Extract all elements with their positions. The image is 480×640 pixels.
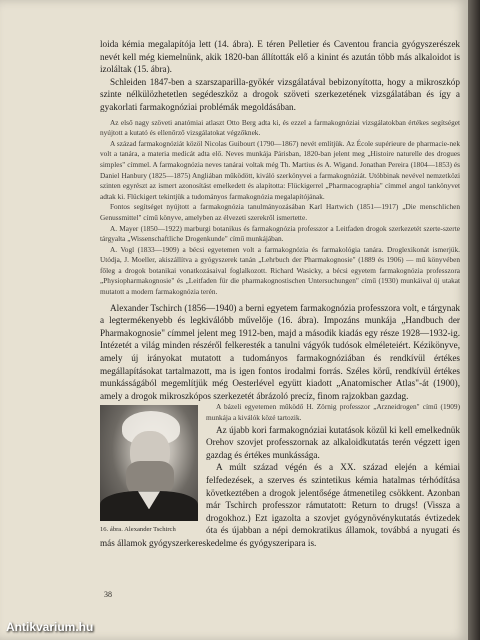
figure-portrait	[100, 405, 198, 534]
paragraph-orehov: Az újabb kori farmakognóziai kutatások közül ki kell emelkednük Orehov szovjet professzornak az alkaloidkutatás terén végzett igen gazdag és értékes munkássága.	[206, 424, 460, 460]
book-gutter	[468, 0, 480, 640]
small-paragraph-2: A század farmakognóziát közöl Nicolas Guibourt (1790—1867) nevét említjük. Az École supérieure de pharmacie-nek volt a tanára, a materia medicát adta elő. Neves munkája Párisban, 1820-ban jelent meg „Histoire naturelle des drogues simples" címmel. A farmakognózia neves tanárai voltak még Th. Martius és A. Wigand. Jonathan Pereira (1804—1853) és Daniel Hanbury (1825—1875) Angliában működött, kiváló szerkönyvei a farmakognóziát. Utóbbinak nevével nemzetközi szinten egyrészt az ismert azonosítást emelkedett és alapította: Flückigerrel „Pharmacographia" címmel angol tankönyvet adtak ki. Flückigert tekintjük a tudományos farmakognózia megalapítójának.	[100, 138, 460, 201]
paragraph-2: Schleiden 1847-ben a szarszaparilla-gyökér vizsgálatával bebizonyította, hogy a mikroszkóp szinte nélkülözhetetlen segédeszköz a drogok szöveti szerkezetének vizsgálatában és így a gyakorlati farmakognóziai problémák megoldásában.	[100, 76, 460, 112]
paragraph-tschirch-intro: Alexander Tschirch (1856—1940) a berni egyetem farmakognózia professzora volt, e tárgynak a legtermékenyebb és legkiválóbb művelője (16. ábra). Impozáns munkája „Handbuch der Pharmakognosie" címmel jelent meg 1912-ben, majd a második kiadás egy része 1928—1932-ig. Intézetét a világ minden részéről felkeresték a tanulni vágyók tudósok elméleteiért. Kézikönyve, amely új irányokat mutatott a tudományos farmakognóziában és rendkívül értékes megállapításokat tartalmazott, ma is igen fontos irodalmi forrás. Széles körű, rendkívül értékes munkásságából megemlítjük még Oesterlével együtt kiadott „Anatomischer Atlas"-át (1900), amely a drogok mikroszkópos szerkezetét ábrázoló precíz, finom rajzokban gazdag.	[100, 302, 460, 401]
figure-caption: 16. ábra. Alexander Tschirch	[100, 526, 176, 534]
small-paragraph-5: A. Vogl (1833—1909) a bécsi egyetemen volt a farmakognózia és farmakológia tanára. Droglexikonát ismerjük. Utódja, J. Moeller, akiszállítva a gyógyszerek tanán „Lehrbuch der Pharmakognosie" (1889 és 1906) — mű könyvében főleg a drogok botanikai vonatkozásaival foglalkozott. Richard Wasicky, a bécsi egyetem farmakognózia professzora „Physiopharmakognosie" és „Leitfaden für die pharmakognostischen Untersuchungen" című (1930) munkáival új utakat mutatott a modern farmakognózia terén.	[100, 244, 460, 297]
paragraph-return-to-drugs: A múlt század végén és a XX. század elején a kémiai felfedezések, a szerves és szintetikus kémia hatalmas térhódítása következtében a drogok jelentősége átmenetileg csökkent. Azonban már Tschirch professzor rámutatott: Return to drugs! (Vissza a drogokhoz.) Ezt igazolta a szovjet gyógynövénykutatás évtizedek óta és újabban a népi demokratikus államok, továbbá a nyugati és más államok gyógyszerkereskedelme és gyógyszeripara is.	[100, 462, 460, 548]
small-paragraph-3: Fontos segítséget nyújtott a farmakognózia tanulmányozásában Karl Hartwich (1851—1917) „Die menschlichen Genussmittel" című könyve, amelyben az élvezeti szerekről ismertette.	[100, 202, 460, 222]
small-paragraph-1: Az első nagy szöveti anatómiai atlaszt Otto Berg adta ki, és ezzel a farmakognóziai vizsgálatokban értékes segítséget nyújtott a kutató és ellenőrző vizsgálatokat végzőknek.	[100, 117, 460, 138]
small-paragraph-zornig: A bázeli egyetemen működő H. Zörnig professzor „Arzneidrogen" című (1909) munkája a kiválók közé tartozik.	[206, 402, 460, 422]
page-text	[100, 38, 460, 550]
watermark: Antikvarium.hu	[6, 620, 94, 634]
portrait-photo	[100, 405, 198, 521]
page-number: 38	[104, 590, 112, 599]
paragraph-1: loida kémia megalapítója lett (14. ábra). E téren Pelletier és Caventou francia gyógyszerészek nevét kell még kiemelnünk, akik 1820-ban állították elő a kinint és azután több más alkaloidot is izoláltak (15. ábra).	[100, 39, 460, 75]
small-paragraph-4: A. Mayer (1850—1922) marburgi botanikus és farmakognózia professzor a Leitfaden drogok szerkezetét szerte-szerte tárgyalta „Wissenschaftliche Drogenkunde" című munkájában.	[100, 223, 460, 244]
